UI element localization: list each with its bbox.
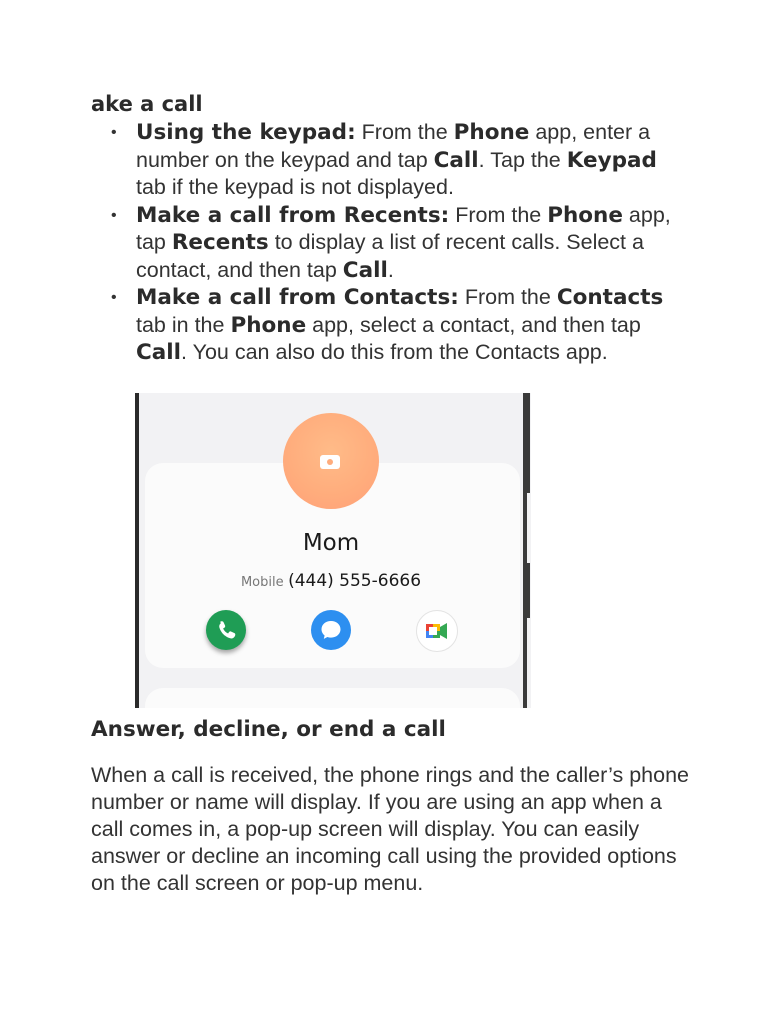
step-text: app, tap [136, 202, 671, 254]
step-bold: Call [433, 147, 479, 173]
contact-name: Mom [302, 530, 360, 556]
step-bold: Phone [230, 312, 307, 338]
phone-number: (444) 555-6666 [288, 571, 422, 591]
camera-icon [320, 455, 340, 469]
step-text: From the [458, 285, 557, 309]
video-call-button[interactable] [416, 610, 458, 652]
number-label: Mobile [240, 575, 284, 590]
step-bold: Recents [171, 230, 269, 255]
step-bold: Phone [453, 120, 530, 145]
step-text: app, enter a number on the keypad and tap [136, 120, 651, 172]
step-text: app, select a contact, and then tap [306, 312, 641, 337]
secondary-card [145, 688, 520, 708]
section-heading-answer: Answer, decline, or end a call [91, 717, 446, 742]
step-bold: Call [342, 257, 388, 283]
step-text: . Tap the [478, 147, 567, 172]
list-item [91, 202, 691, 285]
phone-icon [206, 610, 246, 650]
list-item [91, 119, 691, 202]
call-button[interactable] [206, 610, 246, 650]
phone-screenshot [135, 393, 531, 708]
step-text: . You can also do this from the Contacts app. [181, 340, 608, 364]
step-bold: Contacts [556, 285, 664, 310]
message-icon [311, 610, 351, 650]
video-call-icon [417, 611, 457, 651]
section-heading-make-call: ake a call [91, 92, 203, 116]
list-item [91, 284, 691, 367]
step-text: . [387, 257, 394, 282]
phone-side-button [527, 563, 530, 618]
step-text: to display a list of recent calls. Select a contact, and then tap [136, 230, 644, 282]
message-button[interactable] [311, 610, 351, 650]
step-text: tab in the [136, 312, 231, 337]
contact-number-line [135, 571, 527, 591]
step-text: From the [449, 202, 548, 227]
step-text: tab if the keypad is not displayed. [136, 175, 454, 199]
step-title: Make a call from Recents: [136, 202, 450, 228]
step-title: Using the keypad: [136, 120, 356, 145]
phone-side-button [527, 393, 530, 493]
step-text: From the [355, 120, 454, 144]
answer-paragraph: When a call is received, the phone rings and the caller’s phone number or name will display. If you are using an app when a call comes in, a pop-up screen will display. You can easily answer or decline an incoming call using the provided options on the call screen or pop-up menu. [91, 763, 689, 895]
step-title: Make a call from Contacts: [136, 285, 459, 310]
contact-avatar [283, 413, 379, 509]
step-bold: Call [136, 340, 182, 365]
call-steps-list [91, 119, 691, 367]
step-bold: Keypad [566, 147, 657, 173]
step-bold: Phone [547, 202, 623, 228]
